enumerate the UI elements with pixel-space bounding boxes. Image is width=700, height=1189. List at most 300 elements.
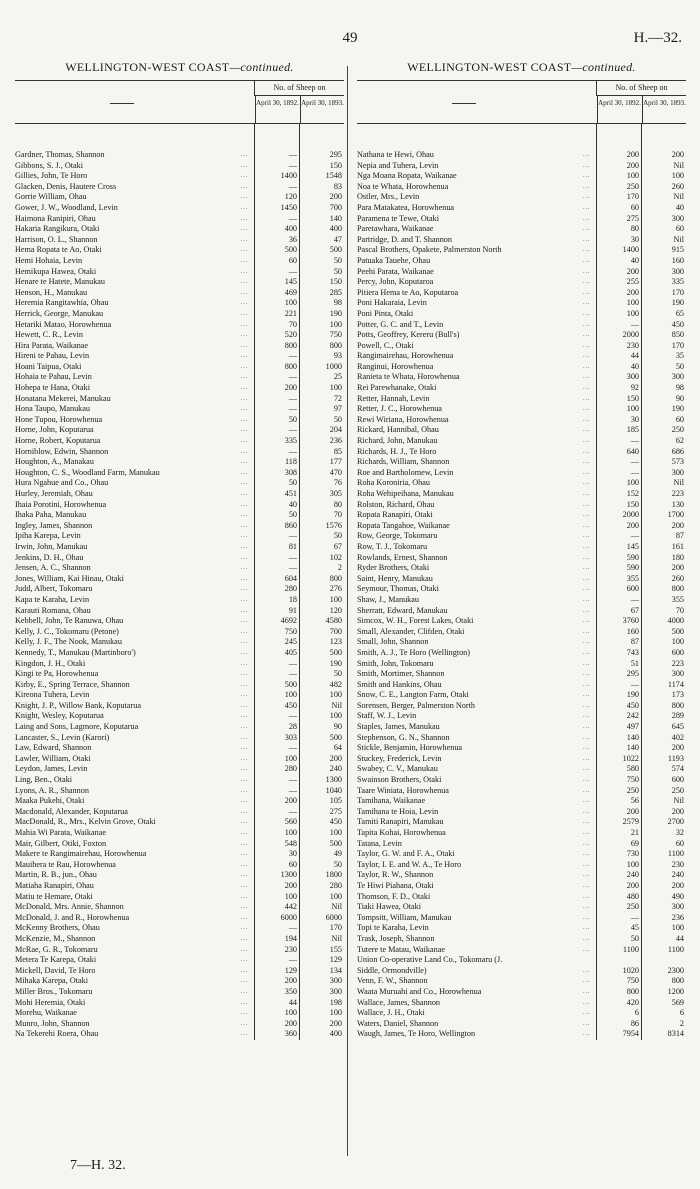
sheep-1893: Nil [673, 478, 684, 488]
sheep-1893: 100 [329, 690, 342, 700]
page-number: 49 [342, 30, 358, 46]
owner-name: Ryder Brothers, Otaki [357, 563, 430, 573]
leader-dots: ... [241, 215, 249, 222]
year-1893-header: April 30, 1893. [642, 95, 686, 123]
table-row [357, 171, 686, 182]
table-row [357, 182, 686, 193]
owner-name: Row, T. J., Tokomaru [357, 541, 428, 551]
sheep-1893: 200 [671, 520, 684, 530]
leader-dots: ... [241, 946, 249, 953]
owner-name: Swabey, C. V., Manukau [357, 764, 438, 774]
sheep-1893: 100 [329, 594, 342, 604]
sheep-1892: 1020 [622, 965, 639, 975]
sheep-1892: 743 [626, 647, 639, 657]
sheep-1893: 50 [333, 859, 342, 869]
leader-dots: ... [241, 236, 249, 243]
owner-name: Mair, Gilbert, Otiki, Foxton [15, 838, 107, 848]
table-row [357, 701, 686, 712]
leader-dots: ... [583, 819, 591, 826]
table-row [15, 224, 344, 235]
owner-name: Smith, John, Tokomaru [357, 658, 434, 668]
sheep-1893: 915 [671, 245, 684, 255]
sheep-1892: 245 [284, 637, 297, 647]
sheep-1892: 67 [630, 605, 639, 615]
sheep-1893: 150 [329, 160, 342, 170]
table-row [15, 277, 344, 288]
owner-name: Topi te Karaha, Levin [357, 923, 429, 933]
sheep-1893: 402 [671, 732, 684, 742]
sheep-1892: 2579 [622, 817, 639, 827]
sheep-1893: 573 [671, 457, 684, 467]
leader-dots: ... [583, 893, 591, 900]
sheep-1893: 500 [671, 626, 684, 636]
owner-name: Hewett, C. R., Levin [15, 330, 83, 340]
table-row [15, 584, 344, 595]
sheep-1893: 130 [671, 499, 684, 509]
leader-dots: ... [241, 459, 249, 466]
sheep-1892: 600 [626, 584, 639, 594]
sheep-1893: 686 [671, 446, 684, 456]
table-row [15, 245, 344, 256]
sheep-header: No. of Sheep on [254, 81, 344, 96]
sheep-1892: 152 [626, 489, 639, 498]
sheep-1893: 236 [671, 912, 684, 922]
sheep-1892: 185 [626, 425, 639, 435]
owner-name: Thomson, F. D., Otaki [357, 891, 431, 901]
sheep-1893: 482 [329, 679, 342, 689]
sheep-1892: 242 [626, 711, 639, 721]
sheep-1892: 1400 [622, 245, 639, 255]
sheep-1892: 1450 [280, 202, 297, 212]
sheep-1893: 190 [329, 308, 342, 318]
leader-dots: ... [583, 173, 591, 180]
owner-name: Morehu, Waikanae [15, 1008, 77, 1018]
owner-name: Leydon, James, Levin [15, 764, 88, 774]
table-row [357, 775, 686, 786]
name-column-dash [110, 103, 134, 104]
owner-name: Hemi Hohaia, Levin [15, 255, 83, 265]
owner-name: Wallace, J. H., Otaki [357, 1008, 425, 1018]
leader-dots: ... [583, 268, 591, 275]
sheep-1893: 134 [329, 965, 342, 975]
owner-name: Kapa te Karaha, Levin [15, 594, 90, 604]
table-row [357, 161, 686, 172]
leader-dots: ... [241, 565, 249, 572]
sheep-1893: 102 [329, 552, 342, 562]
table-row [15, 796, 344, 807]
table-row [357, 235, 686, 246]
sheep-1892: 80 [630, 224, 639, 234]
sheep-1893: 8314 [667, 1029, 684, 1039]
owner-name: Mohi Heremia, Otaki [15, 997, 86, 1007]
table-row [15, 945, 344, 956]
leader-dots: ... [583, 215, 591, 222]
table-row [357, 298, 686, 309]
owner-name: Kingi te Pa, Horowhenua [15, 669, 99, 679]
owner-name: Taylor, G. W. and F. A., Otaki [357, 849, 455, 859]
sheep-1892: 200 [626, 806, 639, 816]
table-row [357, 457, 686, 468]
table-row [15, 553, 344, 564]
sheep-1893: 600 [671, 647, 684, 657]
sheep-1893: 67 [333, 541, 342, 551]
leader-dots: ... [583, 363, 591, 370]
sheep-1893: 490 [671, 891, 684, 901]
leader-dots: ... [583, 872, 591, 879]
sheep-1892: — [288, 372, 297, 382]
owner-name: Tapita Kohai, Horowhenua [357, 828, 446, 837]
owner-name: Small, John, Shannon [357, 637, 429, 647]
owner-name: Gardner, Thomas, Shannon [15, 150, 105, 159]
sheep-1892: — [630, 319, 639, 329]
sheep-1892: 100 [284, 1008, 297, 1018]
sheep-1892: 60 [630, 202, 639, 212]
owner-name: Waugh, James, Te Horo, Wellington [357, 1029, 476, 1039]
sheep-1892: 800 [284, 361, 297, 371]
table-row [15, 330, 344, 341]
table-row [15, 616, 344, 627]
table-row [357, 945, 686, 956]
owner-name: Irwin, John, Manukau [15, 541, 88, 551]
leader-dots: ... [241, 925, 249, 932]
sheep-1892: 100 [626, 404, 639, 414]
owner-name: Ropata Tangahoe, Waikanae [357, 520, 450, 530]
owner-name: Kennedy, T., Manukau (Martinboro') [15, 647, 136, 657]
table-body [15, 150, 344, 1040]
leader-dots: ... [241, 692, 249, 699]
table-row [15, 298, 344, 309]
table-row [357, 733, 686, 744]
sheep-1893: 300 [671, 669, 684, 679]
table-row [15, 489, 344, 500]
sheep-1893: 1174 [667, 679, 684, 689]
table-row [357, 669, 686, 680]
leader-dots: ... [241, 904, 249, 911]
owner-name: Patuaka Tauehe, Ohau [357, 255, 431, 265]
leader-dots: ... [241, 448, 249, 455]
owner-name: Ling, Ben., Otaki [15, 775, 73, 785]
leader-dots: ... [241, 257, 249, 264]
sheep-1893: 50 [675, 361, 684, 371]
table-row [15, 892, 344, 903]
sheep-1893: 223 [671, 489, 684, 498]
sheep-1892: 36 [288, 234, 297, 244]
sheep-1893: 64 [333, 743, 342, 753]
owner-name: McKenzie, M., Shannon [15, 933, 96, 943]
leader-dots: ... [241, 321, 249, 328]
table-row [357, 383, 686, 394]
sheep-1892: 200 [626, 880, 639, 890]
sheep-1892: 750 [626, 775, 639, 785]
sheep-1893: 70 [333, 510, 342, 520]
sheep-1893: 300 [671, 902, 684, 912]
leader-dots: ... [241, 618, 249, 625]
sheep-1892: 118 [285, 457, 297, 467]
sheep-1893: 100 [671, 923, 684, 933]
sheep-1892: — [630, 457, 639, 467]
owner-name: Henare te Hatete, Manukau [15, 277, 106, 287]
sheep-1892: 1300 [280, 870, 297, 880]
sheep-1892: 303 [284, 732, 297, 742]
table-row [15, 288, 344, 299]
sheep-1893: 100 [329, 383, 342, 393]
owner-name: Para Matakatea, Horowhenua [357, 202, 455, 212]
sheep-1892: 230 [626, 340, 639, 350]
sheep-1892: 295 [626, 669, 639, 679]
table-row [357, 913, 686, 924]
table-row [357, 764, 686, 775]
owner-name: Paramena te Tewe, Otaki [357, 213, 440, 223]
table-row [357, 627, 686, 638]
sheep-1892: 100 [284, 298, 297, 308]
table-row [15, 711, 344, 722]
table-row [357, 288, 686, 299]
owner-name: Tatana, Levin [357, 838, 402, 848]
left-column [15, 58, 344, 1040]
table-row [15, 394, 344, 405]
leader-dots: ... [241, 416, 249, 423]
sheep-1892: 560 [284, 817, 297, 827]
table-row [357, 574, 686, 585]
leader-dots: ... [241, 830, 249, 836]
table-row [357, 659, 686, 670]
sheep-1892: 200 [626, 287, 639, 297]
sheep-1893: Nil [331, 902, 342, 912]
sheep-1892: — [288, 806, 297, 816]
sheep-1893: 100 [329, 711, 342, 721]
sheep-1893: 800 [671, 976, 684, 986]
table-row [15, 828, 344, 839]
leader-dots: ... [583, 575, 591, 582]
sheep-1893: Nil [673, 192, 684, 202]
owner-name: Honatana Mekerei, Manukau [15, 393, 111, 403]
owner-name: Knight, J. P., Willow Bank, Koputarua [15, 700, 141, 710]
sheep-1893: 4000 [667, 616, 684, 626]
table-row [15, 955, 344, 966]
column-divider [347, 66, 348, 1156]
leader-dots: ... [241, 872, 249, 879]
owner-name: Simcox, W. H., Forest Lakes, Otaki [357, 616, 474, 626]
leader-dots: ... [583, 649, 591, 656]
leader-dots: ... [241, 501, 249, 508]
owner-name: Tompsitt, William, Manukau [357, 912, 452, 922]
leader-dots: ... [583, 300, 591, 307]
leader-dots: ... [583, 289, 591, 296]
table-row [357, 648, 686, 659]
sheep-1893: 204 [329, 425, 342, 435]
leader-dots: ... [583, 988, 591, 995]
owner-name: McKenny Brothers, Ohau [15, 923, 100, 933]
owner-name: Karauti Romana, Ohau [15, 605, 91, 615]
owner-name: Waata Muruahi and Co., Horowhenua [357, 986, 482, 996]
owner-name: Row, George, Tokomaru [357, 531, 438, 541]
owner-name: Powell, C., Otaki [357, 340, 414, 350]
table-row [15, 150, 344, 161]
owner-name: Jensen, A. C., Shannon [15, 563, 91, 573]
owner-name: Hone Tupou, Horowhenua [15, 414, 103, 424]
owner-name: Ihaia Porotini, Horowhenua [15, 499, 107, 509]
sheep-1892: 45 [630, 923, 639, 933]
owner-name: Sherratt, Edward, Manukau [357, 605, 448, 615]
leader-dots: ... [583, 321, 591, 328]
owner-name: Roha Koroniria, Ohau [357, 478, 430, 488]
sheep-1892: — [288, 213, 297, 223]
sheep-1893: 700 [329, 202, 342, 212]
sheep-1893: 50 [333, 669, 342, 679]
table-row [15, 902, 344, 913]
leader-dots: ... [241, 427, 249, 434]
owner-name: Stuckey, Frederick, Levin [357, 753, 442, 763]
sheep-1892: 800 [626, 986, 639, 996]
leader-dots: ... [583, 385, 591, 392]
sheep-1892: 1022 [622, 753, 639, 763]
table-header [15, 80, 344, 124]
sheep-1892: 190 [626, 690, 639, 700]
leader-dots: ... [241, 607, 249, 614]
owner-name: Kelly, J. C., Tokomaru (Petone) [15, 626, 119, 636]
owner-name: Haimona Ranipiri, Ohau [15, 213, 96, 223]
owner-name: Paretawhara, Waikanae [357, 224, 434, 234]
sheep-1892: 1100 [622, 944, 639, 954]
sheep-1893: 180 [671, 552, 684, 562]
owner-name: Poni Hakaraia, Levin [357, 298, 427, 308]
table-row [357, 362, 686, 373]
leader-dots: ... [583, 332, 591, 339]
sheep-1892: — [630, 436, 639, 446]
leader-dots: ... [583, 904, 591, 911]
leader-dots: ... [583, 522, 591, 529]
owner-name: Snow, C. E., Langton Farm, Otaki [357, 690, 469, 700]
table-row [15, 404, 344, 415]
owner-name: Rei Parewhanake, Otaki [357, 383, 437, 393]
section-title-text: WELLINGTON-WEST COAST [65, 60, 230, 74]
sheep-1892: 355 [626, 573, 639, 583]
sheep-1893: 200 [329, 1018, 342, 1028]
table-row [357, 966, 686, 977]
owner-name: Hemikupa Hawea, Otaki [15, 266, 97, 276]
leader-dots: ... [583, 978, 591, 985]
table-row [357, 754, 686, 765]
leader-dots: ... [583, 713, 591, 720]
owner-name: Nga Moana Ropata, Waikanae [357, 171, 457, 181]
table-row [15, 764, 344, 775]
owner-name: Taylor, R. W., Shannon [357, 870, 434, 880]
sheep-1892: 405 [284, 647, 297, 657]
owner-name: Jenkins, D. H., Ohau [15, 552, 84, 562]
owner-name: Na Tekerehi Roera, Ohau [15, 1029, 99, 1039]
table-row [357, 277, 686, 288]
sheep-1893: 500 [329, 838, 342, 848]
sheep-1893: 300 [671, 213, 684, 223]
owner-name: Tamihana, Waikanae [357, 796, 426, 806]
sheep-1892: 60 [288, 255, 297, 265]
leader-dots: ... [583, 1010, 591, 1017]
table-row [15, 372, 344, 383]
leader-dots: ... [241, 226, 249, 233]
leader-dots: ... [583, 554, 591, 561]
owner-name: Kingdon, J. H., Otaki [15, 658, 86, 668]
table-row [357, 1019, 686, 1030]
owner-name: Harrison, O. L., Shannon [15, 234, 98, 244]
leader-dots: ... [583, 152, 591, 158]
table-row [357, 860, 686, 871]
sheep-1892: 100 [626, 298, 639, 308]
sheep-1892: 100 [626, 171, 639, 181]
sheep-1892: 420 [626, 997, 639, 1007]
leader-dots: ... [583, 512, 591, 519]
sheep-1893: Nil [673, 160, 684, 170]
sheep-1893: 170 [671, 287, 684, 297]
sheep-1893: 230 [671, 859, 684, 869]
sheep-1892: 100 [284, 690, 297, 700]
table-body [357, 150, 686, 1040]
sheep-1893: 62 [675, 436, 684, 446]
owner-name: MacDonald, R., Mrs., Kelvin Grove, Otaki [15, 817, 156, 827]
owner-name: Macdonald, Alexander, Koputarua [15, 806, 128, 816]
section-title [15, 58, 344, 76]
owner-name: Wallace, James, Shannon [357, 997, 441, 1007]
sheep-1893: 1548 [325, 171, 342, 181]
leader-dots: ... [241, 978, 249, 985]
table-row [15, 161, 344, 172]
owner-name: Judd, Albert, Tokomaru [15, 584, 93, 594]
leader-dots: ... [583, 681, 591, 688]
table-row [357, 192, 686, 203]
table-row [357, 680, 686, 691]
table-row [357, 341, 686, 352]
leader-dots: ... [583, 830, 591, 836]
sheep-1893: 300 [329, 986, 342, 996]
sheep-1893: 83 [333, 181, 342, 191]
table-row [357, 976, 686, 987]
table-row [15, 743, 344, 754]
leader-dots: ... [583, 257, 591, 264]
table-row [15, 966, 344, 977]
sheep-1893: 170 [329, 923, 342, 933]
year-1892-header: April 30, 1892. [597, 95, 641, 123]
table-row [15, 987, 344, 998]
sheep-1893: 173 [671, 690, 684, 700]
sheep-1893: 76 [333, 478, 342, 488]
sheep-1892: 250 [626, 902, 639, 912]
table-row [15, 754, 344, 765]
leader-dots: ... [241, 353, 249, 360]
sheep-1893: 200 [671, 150, 684, 159]
sheep-1893: 123 [329, 637, 342, 647]
sheep-1892: 194 [284, 933, 297, 943]
sheep-1892: 250 [626, 181, 639, 191]
leader-dots: ... [583, 459, 591, 466]
sheep-1892: 200 [626, 150, 639, 159]
sheep-1892: 40 [630, 255, 639, 265]
table-row [357, 637, 686, 648]
sheep-1892: 497 [626, 722, 639, 732]
table-row [15, 415, 344, 426]
owner-name: Richards, William, Shannon [357, 457, 450, 467]
leader-dots: ... [583, 745, 591, 752]
sheep-1892: 308 [284, 467, 297, 477]
owner-name: Potter, G. C. and T., Levin [357, 319, 444, 329]
sheep-1893: 276 [329, 584, 342, 594]
sheep-1892: 100 [284, 753, 297, 763]
table-row [357, 807, 686, 818]
leader-dots: ... [583, 692, 591, 699]
sheep-1893: 850 [671, 330, 684, 340]
table-row [357, 478, 686, 489]
owner-name: Houghton, A., Manakau [15, 457, 94, 467]
sheep-1892: — [288, 711, 297, 721]
sheep-1892: 469 [284, 287, 297, 297]
